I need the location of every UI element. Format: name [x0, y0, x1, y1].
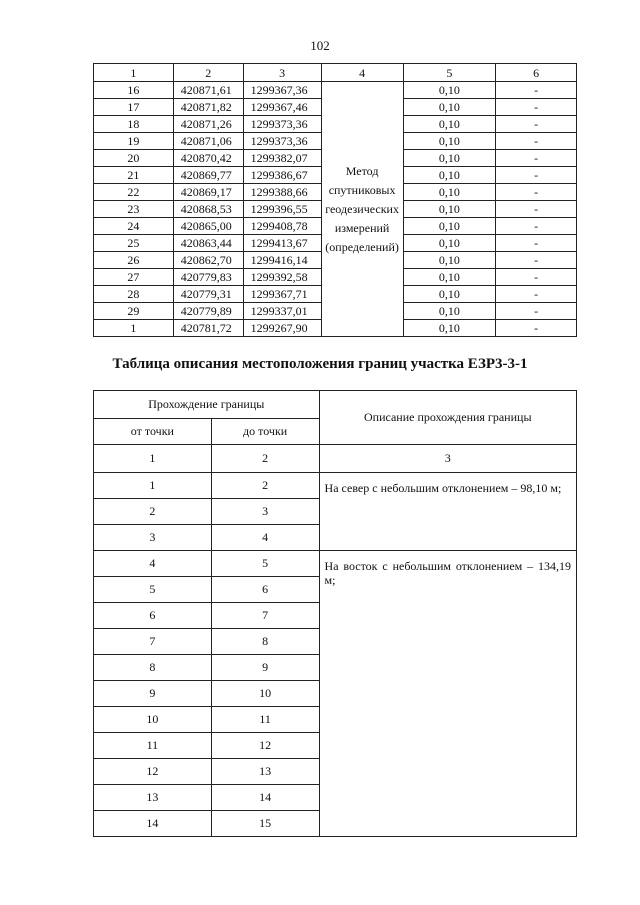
point-number: 19 [94, 133, 174, 150]
accuracy-value: 0,10 [403, 167, 496, 184]
column-header: 4 [321, 64, 403, 82]
coordinate-x: 420871,26 [173, 116, 243, 133]
to-point: 10 [211, 681, 319, 707]
from-point: 12 [94, 759, 212, 785]
note-value: - [496, 235, 577, 252]
coordinate-x: 420871,06 [173, 133, 243, 150]
coordinates-table [93, 63, 577, 337]
from-point: 14 [94, 811, 212, 837]
to-point: 11 [211, 707, 319, 733]
accuracy-value: 0,10 [403, 218, 496, 235]
to-point: 14 [211, 785, 319, 811]
from-point: 6 [94, 603, 212, 629]
from-point: 7 [94, 629, 212, 655]
from-point: 4 [94, 551, 212, 577]
point-number: 17 [94, 99, 174, 116]
note-value: - [496, 82, 577, 99]
column-header: 6 [496, 64, 577, 82]
coordinate-x: 420869,17 [173, 184, 243, 201]
boundary-description: На север с небольшим отклонением – 98,10 м; [319, 473, 576, 551]
coordinate-y: 1299388,66 [243, 184, 321, 201]
note-value: - [496, 303, 577, 320]
point-number: 20 [94, 150, 174, 167]
column-number: 1 [94, 445, 212, 473]
coordinate-x: 420779,83 [173, 269, 243, 286]
column-header: 5 [403, 64, 496, 82]
coordinate-y: 1299416,14 [243, 252, 321, 269]
coordinate-y: 1299367,46 [243, 99, 321, 116]
to-point: 13 [211, 759, 319, 785]
table-row [94, 551, 577, 577]
accuracy-value: 0,10 [403, 133, 496, 150]
header-row [94, 391, 577, 419]
point-number: 26 [94, 252, 174, 269]
to-point: 2 [211, 473, 319, 499]
accuracy-value: 0,10 [403, 286, 496, 303]
note-value: - [496, 201, 577, 218]
coordinate-x: 420870,42 [173, 150, 243, 167]
column-number: 3 [319, 445, 576, 473]
header-row [94, 64, 577, 82]
point-number: 27 [94, 269, 174, 286]
point-number: 1 [94, 320, 174, 337]
point-number: 16 [94, 82, 174, 99]
column-header: 2 [173, 64, 243, 82]
table-row [94, 473, 577, 499]
point-number: 22 [94, 184, 174, 201]
to-point: 7 [211, 603, 319, 629]
coordinate-y: 1299392,58 [243, 269, 321, 286]
point-number: 24 [94, 218, 174, 235]
boundary-description: На восток с небольшим отклонением – 134,19 м; [319, 551, 576, 837]
accuracy-value: 0,10 [403, 252, 496, 269]
coordinate-x: 420871,82 [173, 99, 243, 116]
from-point: 3 [94, 525, 212, 551]
coordinate-y: 1299267,90 [243, 320, 321, 337]
to-point: 15 [211, 811, 319, 837]
to-point: 8 [211, 629, 319, 655]
point-number: 25 [94, 235, 174, 252]
column-header: 1 [94, 64, 174, 82]
column-header: 3 [243, 64, 321, 82]
point-number: 28 [94, 286, 174, 303]
note-value: - [496, 184, 577, 201]
note-value: - [496, 320, 577, 337]
from-point: 11 [94, 733, 212, 759]
coordinate-x: 420779,31 [173, 286, 243, 303]
to-point: 3 [211, 499, 319, 525]
to-point: 4 [211, 525, 319, 551]
method-cell: Метод спутниковых геодезических измерений (определений) [321, 82, 403, 337]
coordinate-y: 1299413,67 [243, 235, 321, 252]
coordinate-x: 420869,77 [173, 167, 243, 184]
point-number: 29 [94, 303, 174, 320]
accuracy-value: 0,10 [403, 116, 496, 133]
point-number: 23 [94, 201, 174, 218]
from-point: 9 [94, 681, 212, 707]
note-value: - [496, 99, 577, 116]
coordinate-x: 420862,70 [173, 252, 243, 269]
to-point: 9 [211, 655, 319, 681]
coordinate-x: 420865,00 [173, 218, 243, 235]
to-point: 6 [211, 577, 319, 603]
coordinate-y: 1299367,36 [243, 82, 321, 99]
page-number: 102 [310, 38, 330, 53]
coordinate-x: 420781,72 [173, 320, 243, 337]
accuracy-value: 0,10 [403, 82, 496, 99]
note-value: - [496, 218, 577, 235]
to-point: 5 [211, 551, 319, 577]
accuracy-value: 0,10 [403, 184, 496, 201]
header-description: Описание прохождения границы [319, 391, 576, 445]
coordinate-y: 1299386,67 [243, 167, 321, 184]
coordinate-x: 420871,61 [173, 82, 243, 99]
numbers-row [94, 445, 577, 473]
accuracy-value: 0,10 [403, 303, 496, 320]
header-passage: Прохождение границы [94, 391, 320, 419]
from-point: 8 [94, 655, 212, 681]
column-number: 2 [211, 445, 319, 473]
accuracy-value: 0,10 [403, 201, 496, 218]
to-point: 12 [211, 733, 319, 759]
coordinate-x: 420779,89 [173, 303, 243, 320]
note-value: - [496, 150, 577, 167]
accuracy-value: 0,10 [403, 235, 496, 252]
coordinate-y: 1299373,36 [243, 116, 321, 133]
coordinate-y: 1299367,71 [243, 286, 321, 303]
accuracy-value: 0,10 [403, 150, 496, 167]
coordinate-x: 420863,44 [173, 235, 243, 252]
coordinate-y: 1299373,36 [243, 133, 321, 150]
table-row [94, 82, 577, 99]
from-point: 10 [94, 707, 212, 733]
point-number: 21 [94, 167, 174, 184]
coordinate-y: 1299396,55 [243, 201, 321, 218]
note-value: - [496, 286, 577, 303]
note-value: - [496, 269, 577, 286]
section-title: Таблица описания местоположения границ участка ЕЗР3-3-1 [112, 356, 528, 372]
header-to: до точки [211, 419, 319, 445]
boundary-description-table [93, 390, 577, 837]
note-value: - [496, 252, 577, 269]
from-point: 13 [94, 785, 212, 811]
from-point: 1 [94, 473, 212, 499]
coordinate-y: 1299408,78 [243, 218, 321, 235]
from-point: 5 [94, 577, 212, 603]
point-number: 18 [94, 116, 174, 133]
note-value: - [496, 116, 577, 133]
coordinate-x: 420868,53 [173, 201, 243, 218]
coordinate-y: 1299337,01 [243, 303, 321, 320]
note-value: - [496, 167, 577, 184]
header-from: от точки [94, 419, 212, 445]
note-value: - [496, 133, 577, 150]
accuracy-value: 0,10 [403, 269, 496, 286]
coordinate-y: 1299382,07 [243, 150, 321, 167]
accuracy-value: 0,10 [403, 99, 496, 116]
accuracy-value: 0,10 [403, 320, 496, 337]
from-point: 2 [94, 499, 212, 525]
